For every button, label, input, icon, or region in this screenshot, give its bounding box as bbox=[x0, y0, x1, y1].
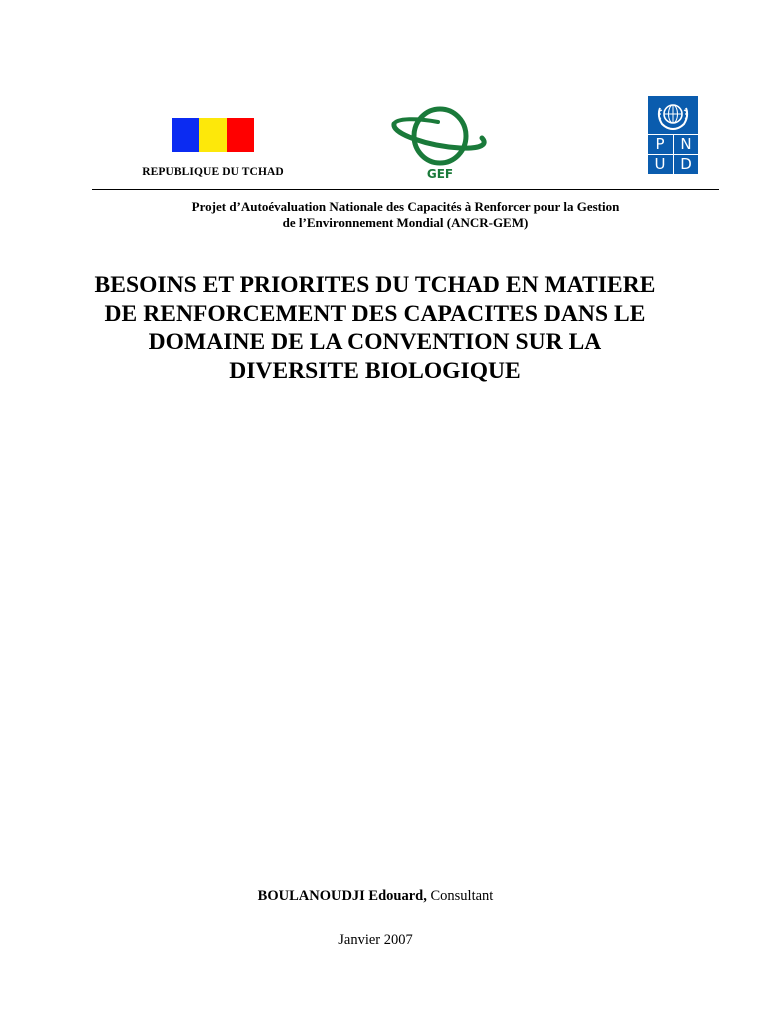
title-line: DIVERSITE BIOLOGIQUE bbox=[229, 357, 521, 384]
flag-stripe-red bbox=[227, 118, 254, 152]
publication-date: Janvier 2007 bbox=[338, 932, 413, 948]
chad-flag bbox=[172, 118, 254, 152]
flag-stripe-blue bbox=[172, 118, 199, 152]
pnud-logo bbox=[648, 96, 698, 174]
title-line: BESOINS ET PRIORITES DU TCHAD EN MATIERE bbox=[94, 272, 656, 298]
country-label: REPUBLIQUE DU TCHAD bbox=[142, 166, 284, 178]
author-name: BOULANOUDJI Edouard, bbox=[257, 888, 427, 904]
document-title bbox=[40, 271, 710, 385]
gef-label: GEF bbox=[426, 167, 454, 181]
author-line bbox=[92, 888, 659, 905]
un-emblem-icon bbox=[648, 96, 698, 134]
project-line: de l’Environnement Mondial (ANCR-GEM) bbox=[282, 214, 529, 230]
pnud-letter-d: D bbox=[680, 155, 692, 173]
flag-stripe-yellow bbox=[199, 118, 226, 152]
pnud-letter-n: N bbox=[680, 135, 692, 153]
title-line: DOMAINE DE LA CONVENTION SUR LA bbox=[148, 329, 602, 355]
project-line: Projet d’Autoévaluation Nationale des Capacités à Renforcer pour la Gestion bbox=[191, 199, 620, 214]
author-role: Consultant bbox=[430, 888, 494, 904]
pnud-letter-u: U bbox=[654, 155, 666, 173]
title-line: DE RENFORCEMENT DES CAPACITES DANS LE bbox=[104, 300, 646, 327]
project-subtitle bbox=[92, 199, 719, 230]
pnud-letter-p: P bbox=[655, 135, 665, 153]
header-divider bbox=[92, 189, 719, 190]
